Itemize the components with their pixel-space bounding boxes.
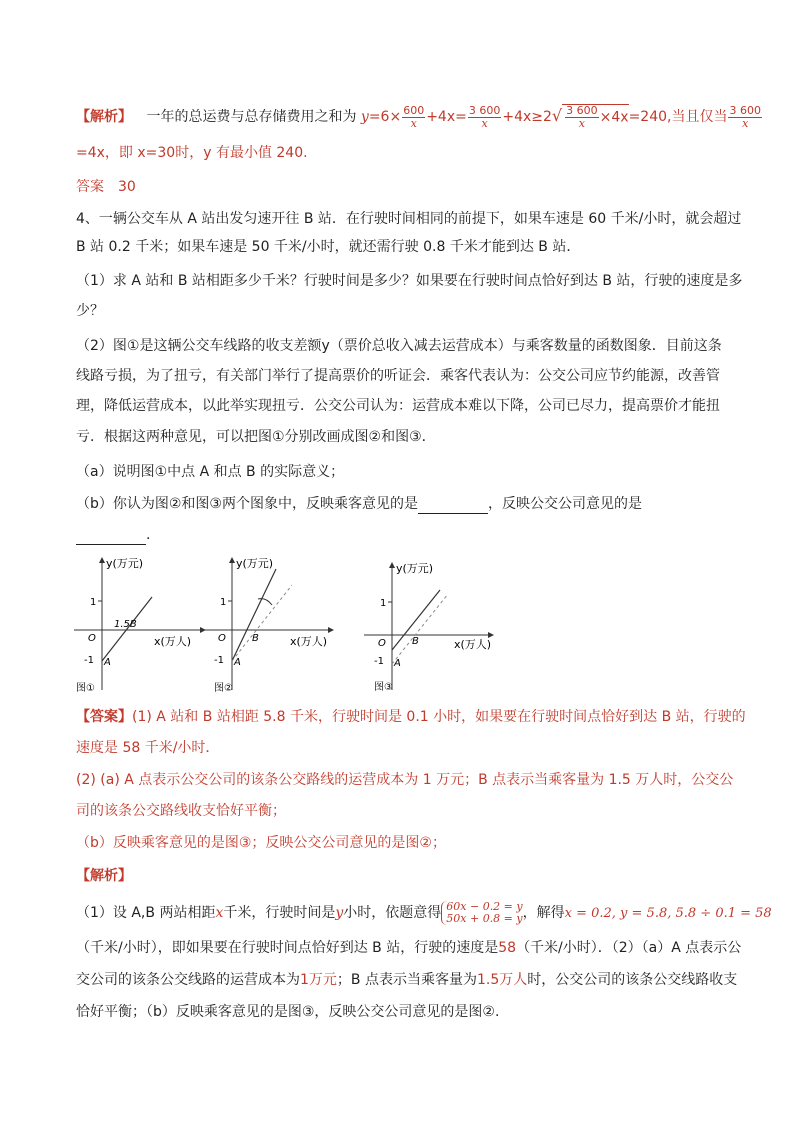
svg-text:y(万元): y(万元) — [236, 557, 274, 570]
question-b-line-2: . — [76, 525, 150, 545]
problem-line-2: B 站 0.2 千米；如果车速是 50 千米/小时，就还需行驶 0.8 千米才能到达 B 站． — [76, 239, 581, 255]
answer2-text-1: (1) A 站和 B 站相距 5.8 千米，行驶时间是 0.1 小时，如果要在行驶时间点恰好到达 B 站，行驶的 — [132, 709, 746, 725]
analysis2-line-1: （1）设 A,B 两站相距x千米，行驶时间是y小时，依题意得 60x − 0.2 = y 50x + 0.8 = y ，解得x = 0.2, y = 5.8, 5.8 ÷ 0.1 = 58 — [76, 900, 772, 925]
analysis-tag: 【解析】 — [76, 109, 132, 125]
svg-text:A: A — [234, 657, 241, 668]
solution: x = 0.2, y = 5.8, 5.8 ÷ 0.1 = 58 — [564, 906, 772, 921]
svg-text:图③: 图③ — [374, 682, 393, 693]
svg-text:y(万元): y(万元) — [396, 562, 434, 575]
problem-line-1: 4、一辆公交车从 A 站出发匀速开往 B 站．在行驶时间相同的前提下，如果车速是 60 千米/小时，就会超过 — [76, 211, 742, 227]
answer2-line-5: （b）反映乘客意见的是图③；反映公交公司意见的是图②； — [76, 835, 446, 851]
answer-label: 答案 — [76, 179, 104, 195]
math-eq3: +4x≥2 — [502, 109, 552, 125]
origin-label: O — [88, 633, 96, 644]
answer-blank-1[interactable] — [418, 499, 488, 514]
question-b: （b）你认为图②和图③两个图象中，反映乘客意见的是 ，反映公交公司意见的是 — [76, 496, 642, 512]
svg-text:A: A — [394, 658, 401, 669]
svg-text:O: O — [218, 633, 226, 644]
figure-2 — [200, 555, 340, 695]
analysis-line-1: 【解析】 一年的总运费与总存储费用之和为 y=6× $\frac{600}{x}$ +4x= $\frac{3 600}{x}$ +4x≥2√ $\frac{3 600}{x}$ ×4x=240,当且仅当 $\frac{3 600}{x}$ — [76, 103, 761, 130]
question2-line-3: 理，降低运营成本，以此举实现扭亏．公交公司认为：运营成本难以下降，公司已尽力，提高票价才能扭 — [76, 398, 720, 414]
answer2-line-2: 速度是 58 千米/小时． — [76, 740, 220, 756]
question2-line-1: （2）图①是这辆公交车线路的收支差额y（票价总收入减去运营成本）与乘客数量的函数图象．目前这条 — [76, 338, 722, 354]
math-eq1: =6× — [368, 109, 402, 125]
graph-line-original — [392, 594, 448, 664]
sqrt-expression: $\frac{3 600}{x}$ ×4x — [562, 104, 628, 130]
figure-caption: 图① — [76, 683, 95, 694]
fraction-3600-x-2: $\frac{3 600}{x}$ — [729, 103, 761, 130]
svg-text:O: O — [378, 638, 386, 649]
svg-text:x(万人): x(万人) — [290, 635, 328, 648]
graph-line-rotated — [232, 569, 276, 661]
equation-system: 60x − 0.2 = y 50x + 0.8 = y — [441, 901, 522, 925]
question1-line-1: （1）求 A 站和 B 站相距多少千米？行驶时间是多少？如果要在行驶时间点恰好到达 B 站，行驶的速度是多 — [76, 273, 743, 289]
tick-neg1: -1 — [84, 655, 94, 666]
svg-text:1: 1 — [380, 598, 387, 609]
question2-line-4: 亏．根据这两种意见，可以把图①分别改画成图②和图③． — [76, 429, 436, 445]
figure-1 — [70, 555, 210, 695]
graph-line-original — [232, 585, 292, 661]
analysis2-line-3: 交公司的该条公交线路的运营成本为1万元；B 点表示当乘客量为1.5万人时，公交公司的该条公交线路收支 — [76, 972, 738, 988]
answer-line — [76, 177, 136, 197]
math-y: y — [360, 109, 369, 125]
fraction-3600-x: $\frac{3 600}{x}$ — [468, 103, 501, 130]
svg-text:x(万人): x(万人) — [454, 638, 492, 651]
answer2-tag: 【答案】 — [76, 709, 132, 725]
analysis-line-2: =4x，即 x=30时，y 有最小值 240. — [76, 145, 308, 161]
x-axis-label: x(万人) — [154, 635, 192, 648]
svg-text:B: B — [252, 633, 259, 644]
math-eq2: +4x= — [426, 109, 467, 125]
analysis2-tag: 【解析】 — [76, 868, 132, 884]
question-a: （a）说明图①中点 A 和点 B 的实际意义； — [76, 464, 345, 480]
answer2-line-1 — [76, 707, 746, 727]
svg-text:-1: -1 — [374, 656, 384, 667]
svg-text:1: 1 — [220, 597, 227, 608]
answer2-line-4: 司的该条公交路线收支恰好平衡； — [76, 803, 286, 819]
y-axis-label: y(万元) — [106, 557, 144, 570]
point-a-label: A — [104, 657, 111, 668]
analysis-text: 一年的总运费与总存储费用之和为 — [146, 109, 357, 125]
point-b-label: 1.5B — [114, 619, 137, 630]
analysis2-line-2: （千米/小时），即如果要在行驶时间点恰好到达 B 站，行驶的速度是58（千米/小时）．（2）（a）A 点表示公 — [76, 940, 742, 956]
question2-line-2: 线路亏损，为了扭亏，有关部门举行了提高票价的听证会．乘客代表认为：公交公司应节约能源，改善管 — [76, 368, 720, 384]
math-eq4: =240 — [628, 109, 668, 125]
answer2-line-3: (2) (a) A 点表示公交公司的该条公交路线的运营成本为 1 万元；B 点表示当乘客量为 1.5 万人时，公交公 — [76, 772, 734, 788]
analysis2-line-4: 恰好平衡；（b）反映乘客意见的是图③，反映公交公司意见的是图②. — [76, 1004, 500, 1020]
svg-text:B: B — [412, 636, 419, 647]
answer-blank-2[interactable] — [76, 530, 146, 545]
math-condition: ,当且仅当 — [667, 109, 728, 125]
fraction-600-x: $\frac{600}{x}$ — [403, 103, 425, 130]
figure-3 — [360, 560, 500, 695]
question1-line-2: 少？ — [76, 303, 104, 319]
y-axis-arrow — [99, 557, 105, 563]
tick-1: 1 — [90, 597, 97, 608]
svg-text:-1: -1 — [214, 655, 224, 666]
answer-value: 30 — [118, 179, 136, 195]
svg-text:图②: 图② — [214, 683, 233, 694]
